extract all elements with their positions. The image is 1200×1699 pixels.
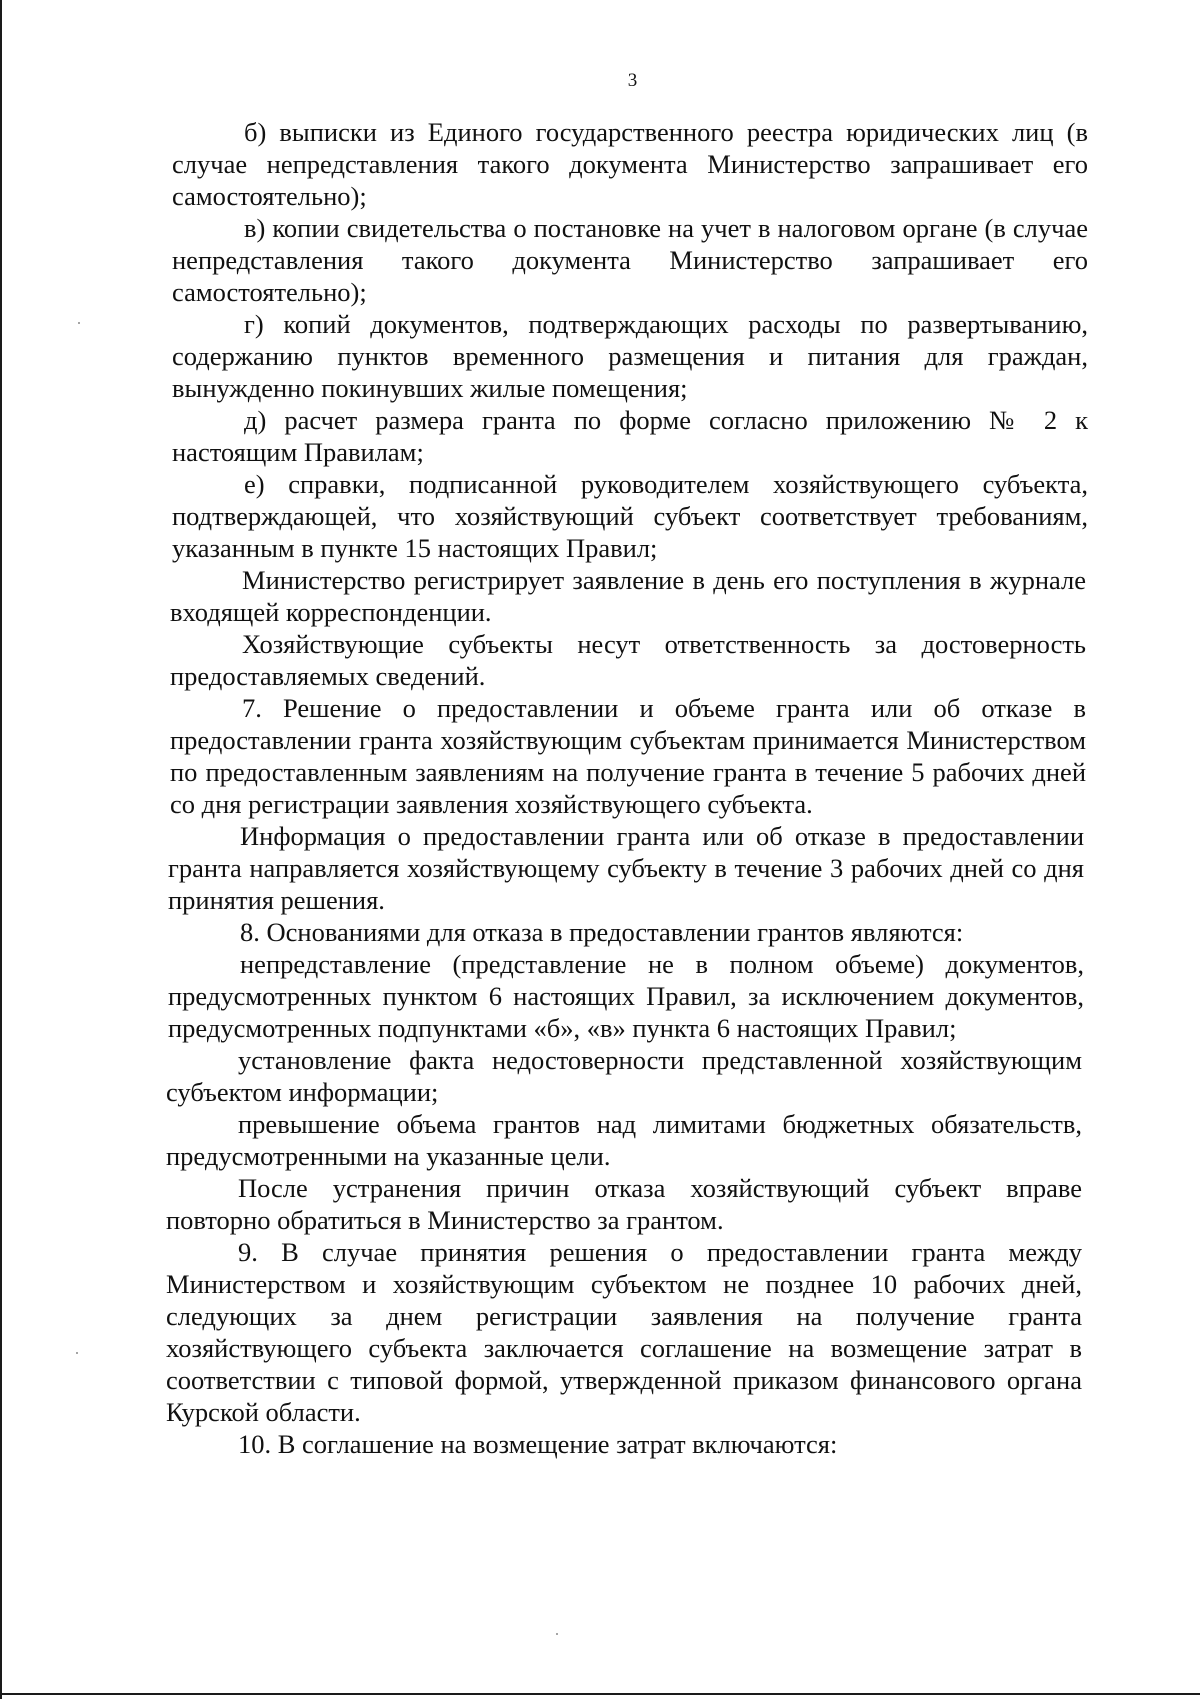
paragraph-e: е) справки, подписанной руководителем хозяйствующего субъекта, подтверждающей, что хозяйствующий субъект соответствует требованиям, указанным в пункте 15 настоящих Правил;	[172, 469, 1088, 563]
scan-speck	[76, 1352, 78, 1354]
paragraph-b: б) выписки из Единого государственного реестра юридических лиц (в случае непредставления такого документа Министерство запрашивает его самостоятельно);	[172, 117, 1088, 211]
document-body	[166, 116, 1088, 1460]
scan-border-left	[0, 0, 2, 1699]
scan-speck	[556, 1633, 558, 1635]
scan-border-bottom	[0, 1693, 1200, 1695]
paragraph-9-agreement: 9. В случае принятия решения о предоставлении гранта между Министерством и хозяйствующим субъектом не позднее 10 рабочих дней, следующих за днем регистрации заявления на получение гранта хозяйствующего субъекта заключается соглашение на возмещение затрат в соответствии с типовой формой, утвержденной приказом финансового органа Курской области.	[166, 1237, 1082, 1427]
paragraph-10-agreement-contents: 10. В соглашение на возмещение затрат включаются:	[238, 1429, 838, 1459]
paragraph-7-decision: 7. Решение о предоставлении и объеме гранта или об отказе в предоставлении гранта хозяйствующим субъектам принимается Министерством по предоставленным заявлениям на получение гранта в течение 5 рабочих дней со дня регистрации заявления хозяйствующего субъекта.	[170, 693, 1086, 819]
paragraph-g: г) копий документов, подтверждающих расходы по развертыванию, содержанию пунктов временного размещения и питания для граждан, вынужденно покинувших жилые помещения;	[172, 309, 1088, 403]
paragraph-information: Информация о предоставлении гранта или об отказе в предоставлении гранта направляется хозяйствующему субъекту в течение 3 рабочих дней со дня принятия решения.	[168, 821, 1084, 915]
paragraph-d: д) расчет размера гранта по форме согласно приложению № 2 к настоящим Правилам;	[172, 405, 1088, 467]
paragraph-responsibility: Хозяйствующие субъекты несут ответственность за достоверность предоставляемых сведений.	[170, 629, 1086, 691]
paragraph-8-grounds: 8. Основаниями для отказа в предоставлении грантов являются:	[240, 917, 964, 947]
paragraph-registration: Министерство регистрирует заявление в день его поступления в журнале входящей корреспонденции.	[170, 565, 1086, 627]
paragraph-v: в) копии свидетельства о постановке на учет в налоговом органе (в случае непредставления такого документа Министерство запрашивает его самостоятельно);	[172, 213, 1088, 307]
paragraph-inaccuracy: установление факта недостоверности представленной хозяйствующим субъектом информации;	[166, 1045, 1082, 1107]
scan-speck	[78, 322, 80, 324]
page-number: 3	[627, 70, 638, 91]
paragraph-excess-limits: превышение объема грантов над лимитами бюджетных обязательств, предусмотренными на указанные цели.	[166, 1109, 1082, 1171]
paragraph-non-submission: непредставление (представление не в полном объеме) документов, предусмотренных пунктом 6 настоящих Правил, за исключением документов, предусмотренных подпунктами «б», «в» пункта 6 настоящих Правил;	[168, 949, 1084, 1043]
paragraph-resubmission: После устранения причин отказа хозяйствующий субъект вправе повторно обратиться в Министерство за грантом.	[166, 1173, 1082, 1235]
